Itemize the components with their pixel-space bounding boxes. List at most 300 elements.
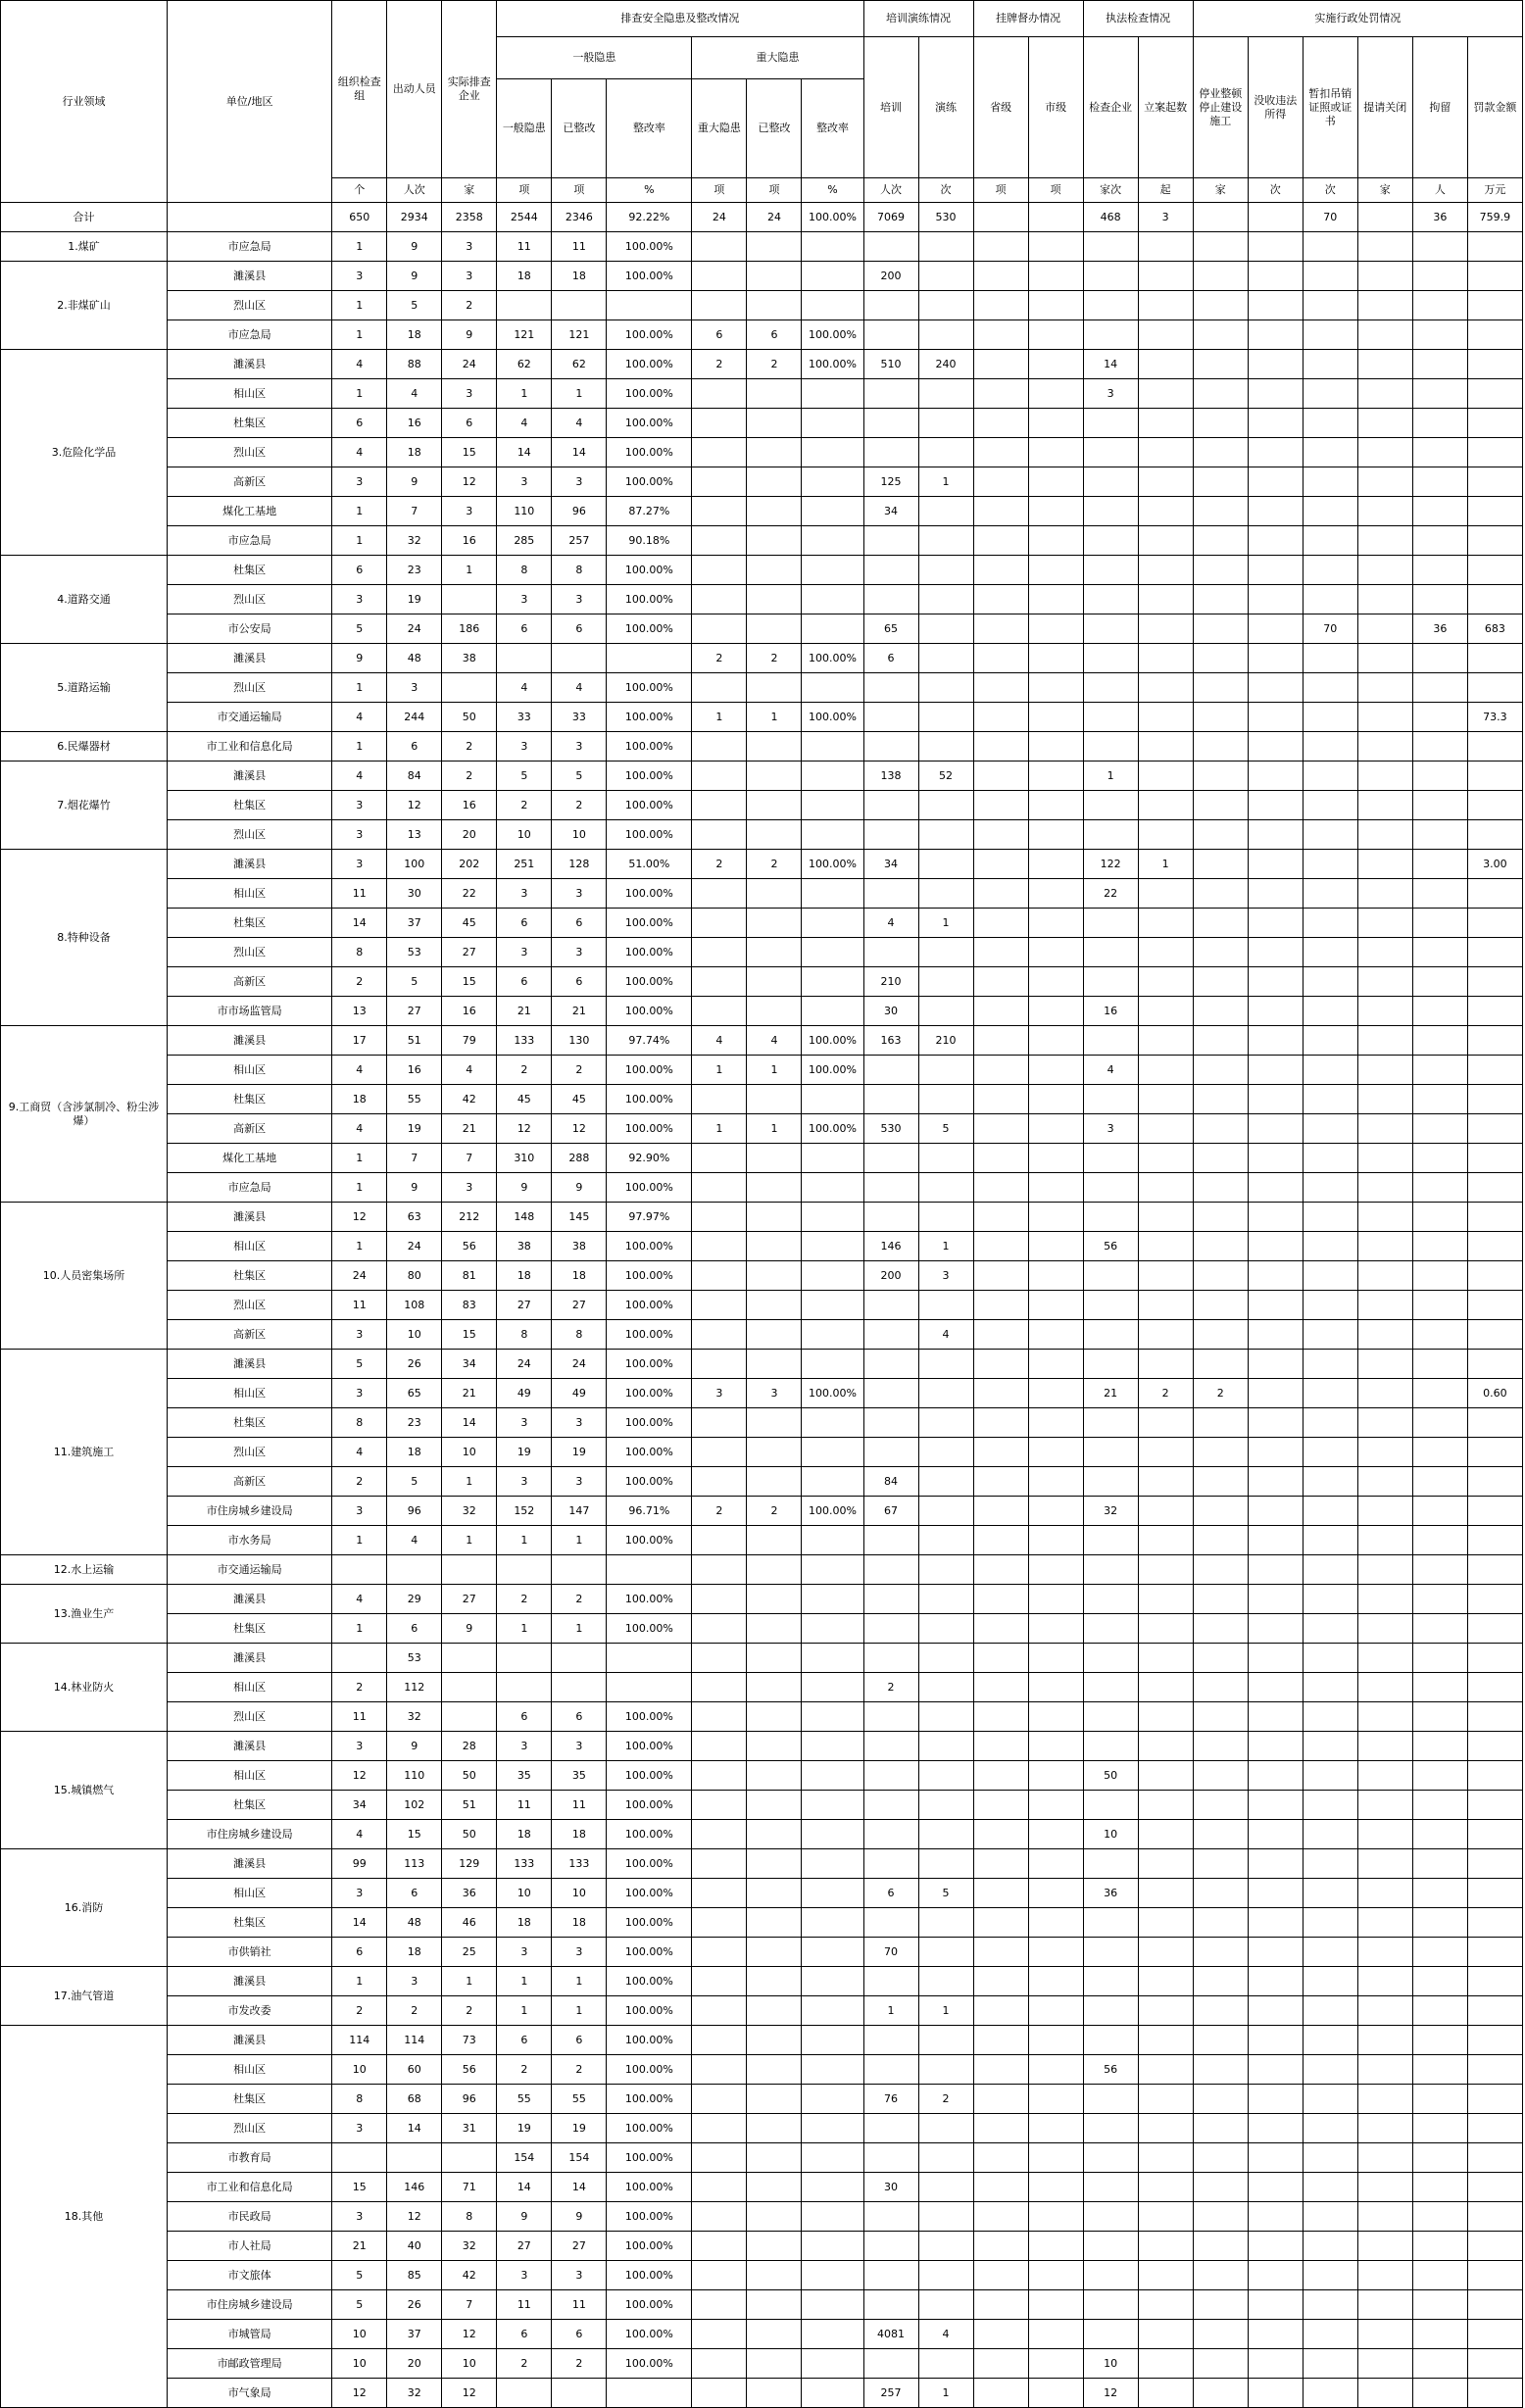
table-cell bbox=[1083, 2173, 1138, 2202]
table-cell bbox=[802, 1555, 863, 1585]
table-cell bbox=[1028, 1702, 1083, 1732]
table-cell bbox=[747, 1291, 802, 1320]
table-row bbox=[1, 1791, 1523, 1820]
table-cell bbox=[973, 703, 1028, 732]
table-cell: 85 bbox=[387, 2261, 442, 2290]
table-row bbox=[1, 2379, 1523, 2408]
table-cell bbox=[1028, 556, 1083, 585]
table-cell: 100.00% bbox=[607, 232, 692, 262]
table-cell bbox=[747, 1732, 802, 1761]
table-cell bbox=[1303, 1702, 1357, 1732]
unit-cell: 濉溪县 bbox=[168, 762, 332, 791]
table-cell bbox=[973, 967, 1028, 997]
table-cell bbox=[1083, 1144, 1138, 1173]
table-cell bbox=[1138, 2232, 1193, 2261]
table-cell bbox=[1028, 2232, 1083, 2261]
table-cell bbox=[747, 1526, 802, 1555]
table-cell bbox=[1138, 1497, 1193, 1526]
unit-cell: 杜集区 bbox=[168, 2085, 332, 2114]
table-cell bbox=[1357, 1791, 1412, 1820]
table-cell: 100.00% bbox=[607, 2173, 692, 2202]
table-cell bbox=[1467, 1261, 1522, 1291]
table-cell bbox=[1303, 1085, 1357, 1114]
table-cell: 18 bbox=[497, 262, 552, 291]
table-cell: 148 bbox=[497, 1203, 552, 1232]
table-cell bbox=[1083, 1555, 1138, 1585]
table-cell: 2 bbox=[442, 291, 497, 320]
table-cell: 1 bbox=[332, 526, 387, 556]
table-cell bbox=[1138, 2114, 1193, 2143]
table-cell bbox=[1083, 820, 1138, 850]
table-cell bbox=[747, 1144, 802, 1173]
table-cell bbox=[692, 2055, 747, 2085]
table-row bbox=[1, 350, 1523, 379]
table-cell bbox=[802, 1261, 863, 1291]
unit-label: 项 bbox=[497, 178, 552, 203]
table-cell bbox=[1248, 1261, 1303, 1291]
table-cell bbox=[863, 2261, 918, 2290]
table-cell bbox=[1357, 2026, 1412, 2055]
table-cell bbox=[692, 497, 747, 526]
table-cell bbox=[1193, 1761, 1248, 1791]
table-cell: 42 bbox=[442, 2261, 497, 2290]
table-cell bbox=[973, 997, 1028, 1026]
table-cell bbox=[747, 997, 802, 1026]
table-cell: 36 bbox=[442, 1879, 497, 1908]
table-cell bbox=[973, 1526, 1028, 1555]
table-row bbox=[1, 997, 1523, 1026]
table-cell bbox=[802, 762, 863, 791]
table-cell bbox=[1412, 1379, 1467, 1408]
table-cell bbox=[1248, 1291, 1303, 1320]
table-cell bbox=[1303, 2026, 1357, 2055]
table-cell bbox=[747, 291, 802, 320]
table-cell bbox=[918, 409, 973, 438]
table-cell bbox=[1412, 1526, 1467, 1555]
table-cell: 18 bbox=[387, 320, 442, 350]
table-cell: 2 bbox=[1193, 1379, 1248, 1408]
table-cell bbox=[918, 1526, 973, 1555]
table-cell bbox=[747, 2349, 802, 2379]
unit-cell: 市水务局 bbox=[168, 1526, 332, 1555]
table-cell bbox=[747, 1820, 802, 1849]
table-cell: 30 bbox=[387, 879, 442, 909]
table-cell: 1 bbox=[918, 1232, 973, 1261]
table-row bbox=[1, 762, 1523, 791]
table-cell bbox=[747, 1644, 802, 1673]
table-cell bbox=[1303, 1497, 1357, 1526]
table-cell bbox=[1303, 1261, 1357, 1291]
table-cell: 12 bbox=[387, 791, 442, 820]
table-cell: 9 bbox=[387, 467, 442, 497]
table-cell bbox=[1303, 1467, 1357, 1497]
table-cell bbox=[1138, 409, 1193, 438]
table-cell bbox=[1412, 644, 1467, 673]
table-cell bbox=[1467, 2026, 1522, 2055]
table-cell bbox=[1248, 997, 1303, 1026]
unit-label: 项 bbox=[973, 178, 1028, 203]
table-cell: 3 bbox=[442, 262, 497, 291]
table-cell bbox=[747, 526, 802, 556]
unit-cell: 市教育局 bbox=[168, 2143, 332, 2173]
table-cell bbox=[918, 379, 973, 409]
table-cell bbox=[1467, 2261, 1522, 2290]
table-cell: 3 bbox=[332, 2202, 387, 2232]
total-unit-cell bbox=[168, 203, 332, 232]
table-cell bbox=[1412, 2290, 1467, 2320]
table-cell: 11 bbox=[332, 1702, 387, 1732]
unit-cell: 相山区 bbox=[168, 879, 332, 909]
unit-label: 次 bbox=[918, 178, 973, 203]
table-cell bbox=[973, 1379, 1028, 1408]
table-cell bbox=[1303, 2290, 1357, 2320]
table-cell: 4 bbox=[332, 350, 387, 379]
table-cell bbox=[1357, 1673, 1412, 1702]
table-row bbox=[1, 1408, 1523, 1438]
table-cell bbox=[1467, 320, 1522, 350]
table-cell bbox=[918, 1085, 973, 1114]
table-cell: 1 bbox=[552, 1614, 607, 1644]
table-cell bbox=[802, 291, 863, 320]
table-cell bbox=[918, 1614, 973, 1644]
table-cell: 16 bbox=[387, 409, 442, 438]
table-cell bbox=[1138, 879, 1193, 909]
table-cell: 1 bbox=[497, 1967, 552, 1996]
table-cell: 100.00% bbox=[607, 614, 692, 644]
table-cell: 200 bbox=[863, 262, 918, 291]
unit-cell: 市市场监管局 bbox=[168, 997, 332, 1026]
table-cell bbox=[1083, 1026, 1138, 1056]
table-cell bbox=[973, 1555, 1028, 1585]
table-cell: 70 bbox=[863, 1938, 918, 1967]
table-cell: 100.00% bbox=[607, 1467, 692, 1497]
table-cell: 8 bbox=[497, 556, 552, 585]
table-row bbox=[1, 1555, 1523, 1585]
table-row bbox=[1, 2026, 1523, 2055]
table-cell: 9 bbox=[387, 1173, 442, 1203]
table-cell: 18 bbox=[497, 1908, 552, 1938]
table-cell: 3 bbox=[332, 262, 387, 291]
table-cell bbox=[1028, 1114, 1083, 1144]
table-cell: 121 bbox=[497, 320, 552, 350]
header-training: 培训 bbox=[863, 37, 918, 178]
table-cell bbox=[1028, 673, 1083, 703]
table-cell bbox=[747, 262, 802, 291]
table-cell bbox=[1083, 2143, 1138, 2173]
table-cell bbox=[747, 1085, 802, 1114]
header-training-section: 培训演练情况 bbox=[863, 1, 973, 37]
table-cell: 96 bbox=[387, 1497, 442, 1526]
table-cell bbox=[1303, 526, 1357, 556]
table-cell bbox=[1138, 585, 1193, 614]
table-cell bbox=[863, 1438, 918, 1467]
table-cell: 5 bbox=[332, 2261, 387, 2290]
table-cell: 49 bbox=[497, 1379, 552, 1408]
table-cell: 202 bbox=[442, 850, 497, 879]
table-cell bbox=[1412, 262, 1467, 291]
table-cell: 3 bbox=[497, 879, 552, 909]
table-cell bbox=[1193, 1879, 1248, 1908]
table-cell bbox=[1412, 350, 1467, 379]
table-cell bbox=[1412, 291, 1467, 320]
table-cell bbox=[1193, 1908, 1248, 1938]
unit-cell: 杜集区 bbox=[168, 409, 332, 438]
table-cell bbox=[1028, 1438, 1083, 1467]
table-cell bbox=[918, 614, 973, 644]
table-cell: 1 bbox=[692, 1056, 747, 1085]
table-cell bbox=[918, 2114, 973, 2143]
table-cell: 3 bbox=[1083, 1114, 1138, 1144]
header-row-1 bbox=[1, 1, 1523, 37]
table-cell: 4 bbox=[332, 438, 387, 467]
table-cell: 70 bbox=[1303, 614, 1357, 644]
table-cell bbox=[1467, 1526, 1522, 1555]
table-row bbox=[1, 232, 1523, 262]
table-cell: 65 bbox=[387, 1379, 442, 1408]
table-cell bbox=[692, 791, 747, 820]
table-cell: 6 bbox=[692, 320, 747, 350]
table-cell bbox=[973, 409, 1028, 438]
unit-cell: 市交通运输局 bbox=[168, 703, 332, 732]
table-row bbox=[1, 497, 1523, 526]
unit-cell: 相山区 bbox=[168, 1879, 332, 1908]
table-cell: 2 bbox=[442, 762, 497, 791]
table-row bbox=[1, 1879, 1523, 1908]
table-cell bbox=[692, 1555, 747, 1585]
table-cell bbox=[1357, 262, 1412, 291]
table-cell bbox=[973, 2202, 1028, 2232]
table-cell bbox=[1028, 1173, 1083, 1203]
table-cell: 3 bbox=[552, 1732, 607, 1761]
table-cell bbox=[1028, 1673, 1083, 1702]
table-cell: 8 bbox=[552, 1320, 607, 1350]
table-cell: 1 bbox=[692, 703, 747, 732]
table-cell bbox=[1028, 1644, 1083, 1673]
table-cell: 2 bbox=[747, 1497, 802, 1526]
table-cell bbox=[1248, 1702, 1303, 1732]
table-cell bbox=[1248, 350, 1303, 379]
table-cell bbox=[802, 732, 863, 762]
table-cell: 10 bbox=[552, 820, 607, 850]
industry-cell: 10.人员密集场所 bbox=[1, 1203, 168, 1350]
header-detain: 拘留 bbox=[1412, 37, 1467, 178]
table-cell bbox=[918, 2143, 973, 2173]
table-cell: 24 bbox=[552, 1350, 607, 1379]
table-row bbox=[1, 1026, 1523, 1056]
table-cell bbox=[1248, 2143, 1303, 2173]
table-cell bbox=[1467, 232, 1522, 262]
table-cell bbox=[1083, 1291, 1138, 1320]
table-cell bbox=[1083, 1320, 1138, 1350]
table-cell: 4 bbox=[552, 409, 607, 438]
table-cell bbox=[692, 585, 747, 614]
table-cell bbox=[1357, 614, 1412, 644]
table-cell bbox=[863, 1849, 918, 1879]
table-cell bbox=[1412, 1967, 1467, 1996]
table-row bbox=[1, 556, 1523, 585]
table-cell: 67 bbox=[863, 1497, 918, 1526]
table-cell bbox=[1303, 1173, 1357, 1203]
table-cell bbox=[1357, 291, 1412, 320]
table-cell bbox=[1193, 1732, 1248, 1761]
table-cell bbox=[918, 997, 973, 1026]
table-cell bbox=[1248, 1879, 1303, 1908]
table-cell bbox=[1138, 2320, 1193, 2349]
table-cell bbox=[863, 585, 918, 614]
table-cell bbox=[1248, 2026, 1303, 2055]
table-cell bbox=[692, 1173, 747, 1203]
table-cell bbox=[1357, 1085, 1412, 1114]
table-cell: 27 bbox=[442, 938, 497, 967]
table-cell bbox=[1467, 879, 1522, 909]
table-cell: 1 bbox=[918, 1996, 973, 2026]
table-cell bbox=[1303, 1144, 1357, 1173]
table-cell bbox=[1467, 1996, 1522, 2026]
table-cell bbox=[1248, 2320, 1303, 2349]
table-cell bbox=[1083, 2290, 1138, 2320]
table-cell bbox=[747, 1408, 802, 1438]
table-cell: 4 bbox=[497, 409, 552, 438]
table-cell: 2 bbox=[747, 850, 802, 879]
table-cell: 16 bbox=[442, 791, 497, 820]
table-cell bbox=[973, 1085, 1028, 1114]
table-cell: 4 bbox=[918, 1320, 973, 1350]
table-cell: 71 bbox=[442, 2173, 497, 2202]
table-cell bbox=[692, 1350, 747, 1379]
table-row bbox=[1, 614, 1523, 644]
table-cell bbox=[747, 762, 802, 791]
table-cell bbox=[1083, 1967, 1138, 1996]
table-cell bbox=[1357, 1820, 1412, 1849]
table-cell: 51 bbox=[387, 1026, 442, 1056]
table-cell bbox=[918, 291, 973, 320]
table-cell: 3 bbox=[332, 1879, 387, 1908]
table-cell: 4 bbox=[442, 1056, 497, 1085]
table-cell bbox=[863, 1085, 918, 1114]
table-cell bbox=[1357, 1585, 1412, 1614]
table-cell bbox=[1357, 1849, 1412, 1879]
table-cell bbox=[973, 2379, 1028, 2408]
header-cases: 立案起数 bbox=[1138, 37, 1193, 178]
table-cell bbox=[1138, 1438, 1193, 1467]
table-cell bbox=[1193, 703, 1248, 732]
table-cell: 100.00% bbox=[607, 1114, 692, 1144]
table-cell: 6 bbox=[332, 556, 387, 585]
table-cell bbox=[863, 1614, 918, 1644]
table-cell: 2 bbox=[692, 1497, 747, 1526]
table-cell bbox=[692, 997, 747, 1026]
total-cell: 759.9 bbox=[1467, 203, 1522, 232]
table-row bbox=[1, 2349, 1523, 2379]
table-cell bbox=[552, 1555, 607, 1585]
table-cell bbox=[1138, 1320, 1193, 1350]
table-cell: 100.00% bbox=[607, 2261, 692, 2290]
table-cell bbox=[1138, 467, 1193, 497]
table-cell: 50 bbox=[442, 1820, 497, 1849]
header-industry: 行业领域 bbox=[1, 1, 168, 203]
table-cell bbox=[1138, 1526, 1193, 1555]
industry-cell: 17.油气管道 bbox=[1, 1967, 168, 2026]
table-cell: 15 bbox=[387, 1820, 442, 1849]
table-cell bbox=[1083, 644, 1138, 673]
table-cell: 14 bbox=[552, 438, 607, 467]
table-cell bbox=[1412, 379, 1467, 409]
table-cell: 100.00% bbox=[607, 409, 692, 438]
table-cell bbox=[747, 1614, 802, 1644]
total-cell: 24 bbox=[692, 203, 747, 232]
table-cell bbox=[1357, 556, 1412, 585]
table-cell: 30 bbox=[863, 2173, 918, 2202]
table-cell: 24 bbox=[387, 1232, 442, 1261]
table-cell: 200 bbox=[863, 1261, 918, 1291]
table-row bbox=[1, 379, 1523, 409]
unit-cell: 濉溪县 bbox=[168, 350, 332, 379]
table-cell: 113 bbox=[387, 1849, 442, 1879]
table-cell bbox=[1303, 997, 1357, 1026]
table-cell bbox=[802, 1849, 863, 1879]
table-cell: 1 bbox=[747, 1114, 802, 1144]
header-penalty-section: 实施行政处罚情况 bbox=[1193, 1, 1522, 37]
table-cell: 133 bbox=[497, 1026, 552, 1056]
table-cell bbox=[1412, 1026, 1467, 1056]
table-cell: 100.00% bbox=[607, 1967, 692, 1996]
table-cell: 3 bbox=[692, 1379, 747, 1408]
table-cell bbox=[607, 1555, 692, 1585]
table-cell: 11 bbox=[497, 2290, 552, 2320]
table-cell bbox=[1467, 2085, 1522, 2114]
table-cell bbox=[1467, 438, 1522, 467]
table-cell: 100.00% bbox=[607, 1408, 692, 1438]
table-cell bbox=[1467, 1585, 1522, 1614]
table-cell: 100.00% bbox=[607, 379, 692, 409]
table-cell bbox=[692, 1820, 747, 1849]
table-cell: 18 bbox=[552, 1261, 607, 1291]
table-row bbox=[1, 1173, 1523, 1203]
table-cell bbox=[1138, 1144, 1193, 1173]
table-cell: 40 bbox=[387, 2232, 442, 2261]
unit-label: 项 bbox=[1028, 178, 1083, 203]
table-cell bbox=[973, 585, 1028, 614]
table-cell bbox=[1193, 320, 1248, 350]
table-cell: 34 bbox=[332, 1791, 387, 1820]
table-cell bbox=[918, 1291, 973, 1320]
table-cell bbox=[1248, 791, 1303, 820]
unit-cell: 烈山区 bbox=[168, 820, 332, 850]
table-cell bbox=[1357, 879, 1412, 909]
table-cell bbox=[1357, 2261, 1412, 2290]
table-cell bbox=[918, 791, 973, 820]
table-cell bbox=[1138, 762, 1193, 791]
table-row bbox=[1, 2232, 1523, 2261]
table-cell bbox=[1357, 2143, 1412, 2173]
table-cell: 11 bbox=[332, 879, 387, 909]
table-cell bbox=[1412, 1408, 1467, 1438]
header-major-rectified: 已整改 bbox=[747, 79, 802, 178]
table-cell bbox=[1412, 909, 1467, 938]
table-cell bbox=[1412, 1644, 1467, 1673]
table-cell bbox=[692, 762, 747, 791]
table-cell bbox=[1028, 820, 1083, 850]
table-cell: 53 bbox=[387, 938, 442, 967]
table-cell bbox=[1303, 2232, 1357, 2261]
header-major-items: 重大隐患 bbox=[692, 79, 747, 178]
total-cell bbox=[1357, 203, 1412, 232]
table-cell: 32 bbox=[442, 1497, 497, 1526]
table-cell: 16 bbox=[442, 526, 497, 556]
table-cell bbox=[692, 232, 747, 262]
table-cell bbox=[1028, 438, 1083, 467]
table-cell bbox=[1357, 2320, 1412, 2349]
